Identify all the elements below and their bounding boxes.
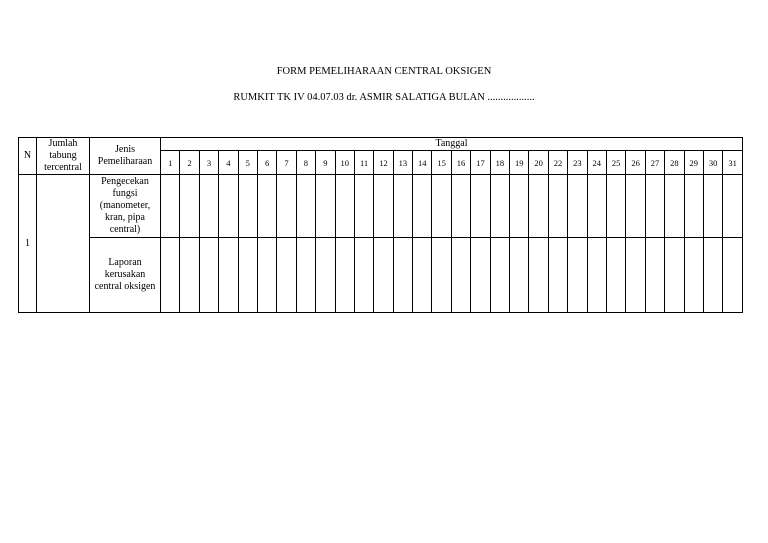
day-header: 31: [723, 151, 743, 175]
table-row: [19, 238, 743, 313]
date-cell[interactable]: [568, 175, 587, 238]
date-cell[interactable]: [451, 238, 470, 313]
date-cell[interactable]: [180, 175, 199, 238]
date-cell[interactable]: [413, 175, 432, 238]
date-cell[interactable]: [684, 175, 703, 238]
date-cell[interactable]: [626, 238, 645, 313]
date-cell[interactable]: [316, 238, 335, 313]
date-cell[interactable]: [723, 175, 743, 238]
day-header: 22: [548, 151, 567, 175]
day-header: 29: [684, 151, 703, 175]
date-cell[interactable]: [587, 238, 606, 313]
day-header: 5: [238, 151, 257, 175]
jenis-cell: Pengecekan fungsi (manometer, kran, pipa central): [90, 175, 161, 238]
date-cell[interactable]: [548, 238, 567, 313]
date-cell[interactable]: [335, 175, 354, 238]
date-cell[interactable]: [471, 238, 490, 313]
date-cell[interactable]: [277, 238, 296, 313]
date-cell[interactable]: [645, 238, 664, 313]
maintenance-table: [18, 137, 743, 313]
date-cell[interactable]: [335, 238, 354, 313]
day-header: 1: [161, 151, 180, 175]
header-jumlah: Jumlah tabung tercentral: [37, 138, 90, 175]
date-cell[interactable]: [316, 175, 335, 238]
header-jenis: Jenis Pemeliharaan: [90, 138, 161, 175]
date-cell[interactable]: [199, 238, 218, 313]
day-header: 19: [510, 151, 529, 175]
date-cell[interactable]: [703, 175, 722, 238]
date-cell[interactable]: [529, 175, 548, 238]
day-header: 30: [703, 151, 722, 175]
date-cell[interactable]: [161, 238, 180, 313]
date-cell[interactable]: [354, 238, 373, 313]
header-tanggal: Tanggal: [161, 138, 743, 151]
date-cell[interactable]: [568, 238, 587, 313]
date-cell[interactable]: [238, 175, 257, 238]
day-header: 25: [606, 151, 625, 175]
day-header: 7: [277, 151, 296, 175]
day-header: 10: [335, 151, 354, 175]
date-cell[interactable]: [219, 175, 238, 238]
day-header: 3: [199, 151, 218, 175]
date-cell[interactable]: [219, 238, 238, 313]
date-cell[interactable]: [257, 238, 276, 313]
date-cell[interactable]: [529, 238, 548, 313]
date-cell[interactable]: [354, 175, 373, 238]
row-number: 1: [19, 175, 37, 313]
date-cell[interactable]: [684, 238, 703, 313]
date-cell[interactable]: [645, 175, 664, 238]
date-cell[interactable]: [257, 175, 276, 238]
date-cell[interactable]: [296, 238, 315, 313]
date-cell[interactable]: [393, 238, 412, 313]
day-header: 6: [257, 151, 276, 175]
date-cell[interactable]: [626, 175, 645, 238]
date-cell[interactable]: [606, 238, 625, 313]
form-subtitle: RUMKIT TK IV 04.07.03 dr. ASMIR SALATIGA BULAN ..................: [233, 92, 535, 103]
date-cell[interactable]: [665, 238, 684, 313]
date-cell[interactable]: [548, 175, 567, 238]
day-header: 9: [316, 151, 335, 175]
date-cell[interactable]: [510, 238, 529, 313]
date-cell[interactable]: [471, 175, 490, 238]
day-header: 4: [219, 151, 238, 175]
date-cell[interactable]: [703, 238, 722, 313]
day-header: 16: [451, 151, 470, 175]
date-cell[interactable]: [199, 175, 218, 238]
date-cell[interactable]: [490, 238, 509, 313]
date-cell[interactable]: [296, 175, 315, 238]
date-cell[interactable]: [451, 175, 470, 238]
date-cell[interactable]: [413, 238, 432, 313]
date-cell[interactable]: [432, 175, 451, 238]
date-cell[interactable]: [490, 175, 509, 238]
day-header: 17: [471, 151, 490, 175]
day-header: 27: [645, 151, 664, 175]
day-header: 15: [432, 151, 451, 175]
date-cell[interactable]: [374, 175, 393, 238]
day-header: 12: [374, 151, 393, 175]
jumlah-cell[interactable]: [37, 175, 90, 313]
date-cell[interactable]: [587, 175, 606, 238]
date-cell[interactable]: [277, 175, 296, 238]
date-cell[interactable]: [510, 175, 529, 238]
day-header: 14: [413, 151, 432, 175]
date-cell[interactable]: [723, 238, 743, 313]
date-cell[interactable]: [374, 238, 393, 313]
header-no: N: [19, 138, 37, 175]
jenis-cell: Laporan kerusakan central oksigen: [90, 238, 161, 313]
table-row: [19, 175, 743, 238]
day-header: 13: [393, 151, 412, 175]
day-header: 11: [354, 151, 373, 175]
date-cell[interactable]: [180, 238, 199, 313]
day-header: 28: [665, 151, 684, 175]
date-cell[interactable]: [393, 175, 412, 238]
day-header: 24: [587, 151, 606, 175]
date-cell[interactable]: [238, 238, 257, 313]
day-header: 18: [490, 151, 509, 175]
day-header: 8: [296, 151, 315, 175]
date-cell[interactable]: [432, 238, 451, 313]
day-header: 23: [568, 151, 587, 175]
day-header: 2: [180, 151, 199, 175]
date-cell[interactable]: [606, 175, 625, 238]
day-header: 26: [626, 151, 645, 175]
day-header: 20: [529, 151, 548, 175]
form-title: FORM PEMELIHARAAN CENTRAL OKSIGEN: [276, 66, 492, 77]
date-cell[interactable]: [665, 175, 684, 238]
date-cell[interactable]: [161, 175, 180, 238]
